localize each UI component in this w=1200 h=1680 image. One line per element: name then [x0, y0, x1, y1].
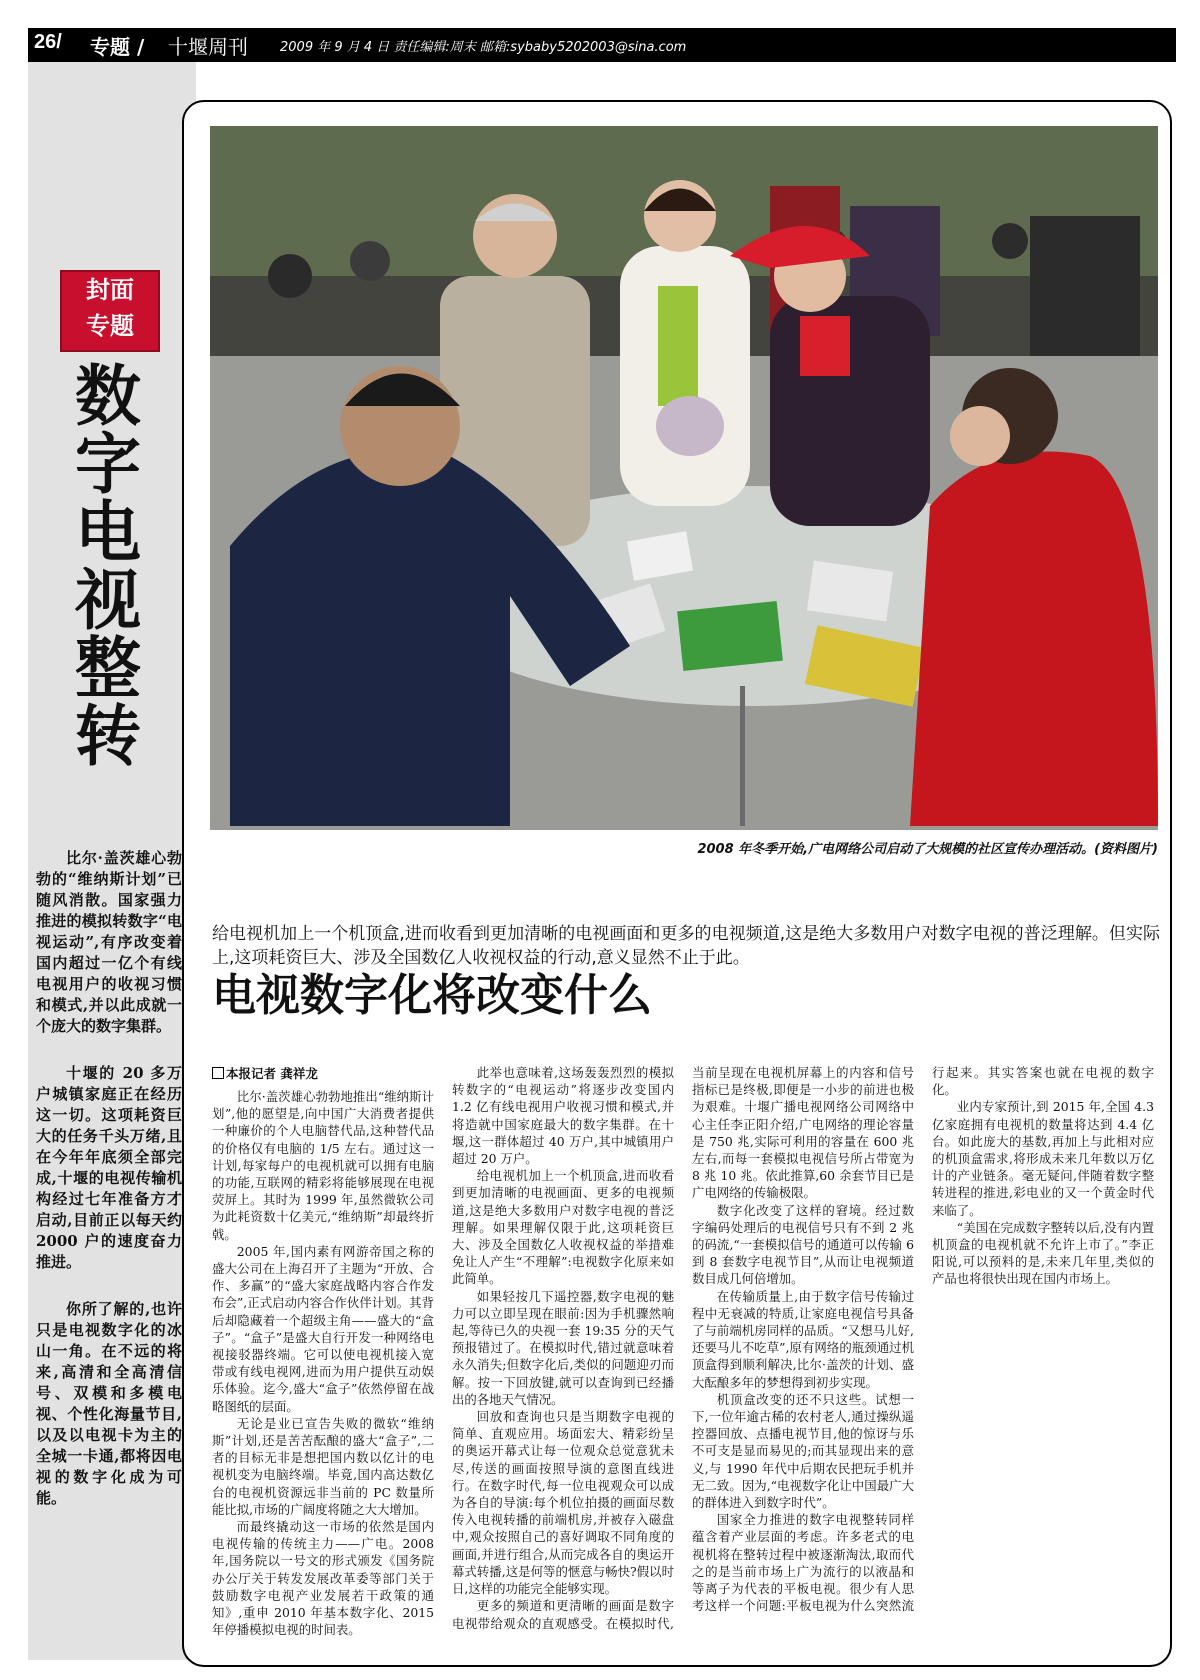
body-paragraph: 国家全力推进的数字电视整转同样蕴含着产业层面的考虑。许多老式的电视机将在整转过程中被逐渐淘汰,取而代之的是当前市场上广为流行的以液晶和等离子为代表的平板电视。很少有人思考这样一个问题:平板电视为什么突然流行起来。其实答案也就在电视的数字化。 [692, 1065, 1154, 1614]
body-paragraph: 此举也意味着,这场轰轰烈烈的模拟转数字的“电视运动”将逐步改变国内 1.2 亿有线电视用户收视习惯和模式,并将造就中国家庭最大的数字集群。在十堰,这一群体超过 40 万户,其中城镇用户超过 20 万户。 [452, 1065, 674, 1167]
body-paragraph: 业内专家预计,到 2015 年,全国 4.3 亿家庭拥有电视机的数量将达到 4.4 亿台。如此庞大的基数,再加上与此相对应的机顶盒需求,将形成未来几年数以万亿计的产业链条。毫无疑问,伴随着数字整转进程的推进,彩电业的又一个黄金时代来临了。 [932, 1099, 1154, 1218]
news-photo [210, 126, 1158, 830]
feature-title: 数字电视整转 [75, 357, 141, 775]
byline-box-icon [212, 1067, 224, 1079]
page-header [28, 28, 1176, 62]
header-meta: 2009 年 9 月 4 日 责任编辑:周末 邮箱:sybaby5202003@sina.com [280, 40, 687, 55]
feature-badge-line1: 封面 [86, 276, 134, 304]
body-paragraph: 2005 年,国内素有网游帝国之称的盛大公司在上海召开了主题为“开放、合作、多赢”的“盛大家庭战略内容合作发布会”,正式启动内容合作伙伴计划。其背后却隐藏着一个超级主角——盛大的“盒子”。“盒子”是盛大自行开发一种网络电视接驳器终端。它可以使电视机接入宽带或有线电视网,进而为用户提供互动娱乐体验。迄今,盛大“盒子”依然停留在战略图纸的层面。 [212, 1243, 434, 1414]
section-label: 专题 / [90, 35, 145, 59]
byline-text: 本报记者 龚祥龙 [226, 1066, 318, 1081]
page-number: 26/ [34, 31, 62, 53]
body-paragraph: 机顶盒改变的还不只这些。试想一下,一位年逾古稀的农村老人,通过操纵遥控器回放、点播电视节目,他的惊讶与乐不可支是显而易见的;而其显现出来的意义,与 1990 年代中后期农民把玩手机并无二致。因为,“电视数字化让中国最广大的群体进入到数字时代”。 [692, 1391, 914, 1511]
body-paragraph: “美国在完成数字整转以后,没有内置机顶盒的电视机就不允许上市了。”李正阳说,可以预料的是,未来几年里,类似的产品也将很快出现在国内市场上。 [932, 1219, 1154, 1287]
body-paragraph: 而最终撬动这一市场的依然是国内电视传输的传统主力——广电。2008 年,国务院以一号文的形式颁发《国务院办公厅关于转发发展改革委等部门关于鼓励数字电视产业发展若干政策的通知》,重申 2010 年基本数字化、2015 年停播模拟电视的时间表。 [212, 1519, 434, 1638]
body-paragraph: 无论是业已宣告失败的微软“维纳斯”计划,还是苦苦酝酿的盛大“盒子”,二者的目标无非是想把国内数以亿计的电视机变为电脑终端。毕竟,国内高达数亿台的电视机资源远非当前的 PC 数量所能比拟,市场的广阔度将随之大大增加。 [212, 1415, 434, 1517]
body-paragraph: 比尔·盖茨雄心勃勃地推出“维纳斯计划”,他的愿望是,向中国广大消费者提供一种廉价的个人电脑替代品,这种替代品的价格仅有电脑的 1/5 左右。通过这一计划,每家每户的电视机就可以拥有电脑的功能,互联网的精彩将能够展现在电视荧屏上。其时为 1999 年,虽然微软公司为此耗资数十亿美元,“维纳斯”却最终折戟。 [212, 1089, 434, 1242]
body-paragraph: 回放和查询也只是当期数字电视的简单、直观应用。场面宏大、精彩纷呈的奥运开幕式让每一位观众总觉意犹未尽,传送的画面按照导演的意图直线进行。在数字时代,每一位电视观众可以成为各自的导演:每个机位拍摄的画面尽数传入电视转播的前端机房,并被存入磁盘中,观众按照自己的喜好调取不同角度的画面,并进行组合,从而完成各自的奥运开幕式转播,这是何等的惬意与畅快?假以时日,这样的功能完全能够实现。 [452, 1409, 674, 1597]
body-paragraph: 数字化改变了这样的窘境。经过数字编码处理后的电视信号只有不到 2 兆的码流,“一套模拟信号的通道可以传输 6 到 8 套数字电视节目”,从而让电视频道数目成几何倍增加。 [692, 1202, 914, 1287]
body-paragraph: 给电视机加上一个机顶盒,进而收看到更加清晰的电视画面、更多的电视频道,这是绝大多数用户对数字电视的普泛理解。如果理解仅限于此,这项耗资巨大、涉及全国数亿人收视权益的举措难免让人产生“不理解”:电视数字化原来如此简单。 [452, 1168, 674, 1287]
body-paragraph: 如果轻按几下遥控器,数字电视的魅力可以立即呈现在眼前:因为手机骤然响起,等待已久的央视一套 19:35 分的天气预报错过了。在模拟时代,错过就意味着永久消失;但数字化后,类似的问题迎刃而解。按一下回放键,就可以查询到已经播出的各地天气情况。 [452, 1288, 674, 1407]
body-paragraph: 更多的频道和更清晰的画面是数字电视带给观众的直观感受。在模拟时代,当前呈现在电视机屏幕上的内容和信号指标已是终极,即便是一小步的前进也极为艰难。十堰广播电视网络公司网络中心主任李正阳介绍,广电网络的理论容量是 750 兆,实际可利用的容量在 600 兆左右,而每一套模拟电视信号所占带宽为 8 兆 10 兆。依此推算,60 余套节目已是广电网络的传输极限。 [452, 1065, 914, 1631]
photo-illustration [210, 126, 1158, 830]
left-summary [36, 848, 182, 1535]
summary-paragraph: 十堰的 20 多万户城镇家庭正在经历这一切。这项耗资巨大的任务千头万绪,且在今年年底须全部完成,十堰的电视传输机构经过七年准备方才启动,目前正以每天约 2000 户的速度奋力推进。 [36, 1064, 182, 1271]
photo-caption: 2008 年冬季开始,广电网络公司启动了大规模的社区宣传办理活动。(资料图片) [697, 842, 1158, 857]
byline [212, 1064, 434, 1082]
feature-badge [60, 270, 160, 352]
body-paragraph: 在传输质量上,由于数字信号传输过程中无衰减的特质,让家庭电视信号具备了与前端机房同样的品质。“又想马儿好,还要马儿不吃草”,原有网络的瓶颈通过机顶盒得到顺利解决,比尔·盖茨的计划、盛大酝酿多年的梦想得到初步实现。 [692, 1288, 914, 1390]
article-headline: 电视数字化将改变什么 [212, 970, 652, 1021]
summary-paragraph: 比尔·盖茨雄心勃勃的“维纳斯计划”已随风消散。国家强力推进的模拟转数字“电视运动”,有序改变着国内超过一亿个有线电视用户的收视习惯和模式,并以此成就一个庞大的数字集群。 [36, 849, 182, 1035]
feature-badge-line2: 专题 [86, 312, 134, 340]
summary-paragraph: 你所了解的,也许只是电视数字化的冰山一角。在不远的将来,高清和全高清信号、双模和多模电视、个性化海量节目,以及以电视卡为主的全城一卡通,都将因电视的数字化成为可能。 [36, 1300, 182, 1507]
article-body [212, 1064, 1154, 1644]
article-intro: 给电视机加上一个机顶盒,进而收看到更加清晰的电视画面和更多的电视频道,这是绝大多数用户对数字电视的普泛理解。但实际上,这项耗资巨大、涉及全国数亿人收视权益的行动,意义显然不止于此。 [212, 924, 1160, 968]
paper-name: 十堰周刊 [168, 35, 248, 59]
